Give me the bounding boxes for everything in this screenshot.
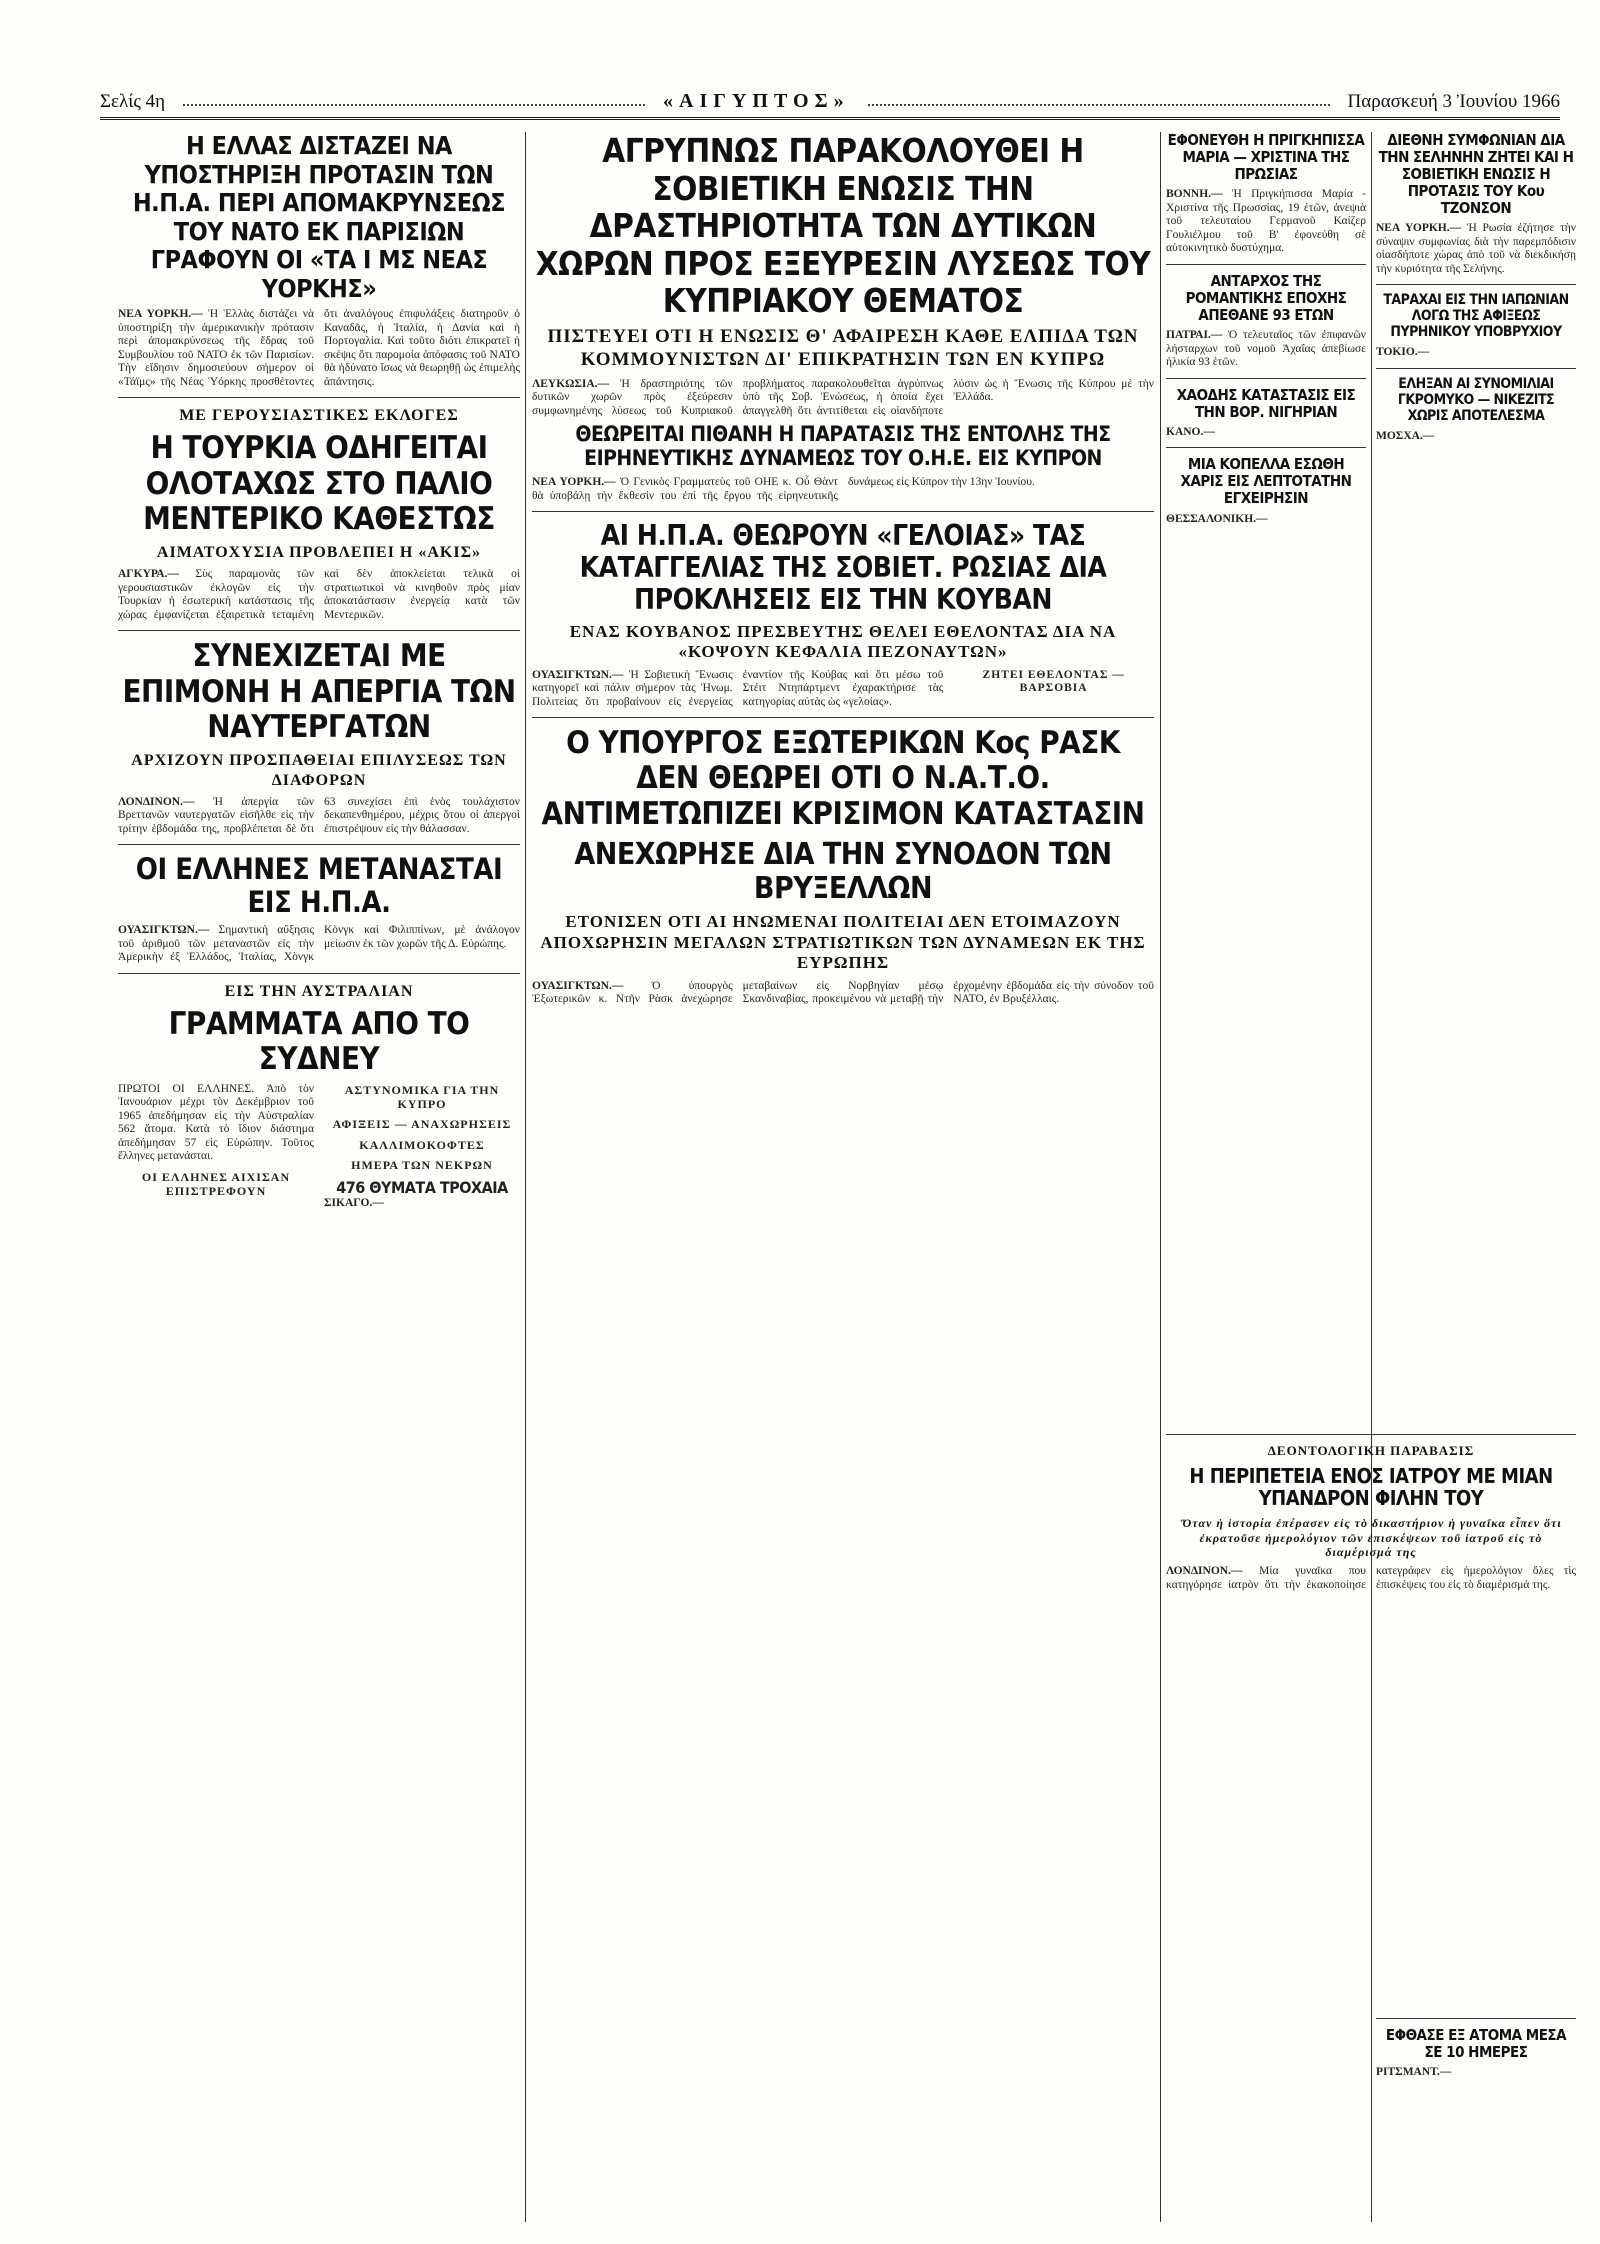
article-text: Σὺς παραμονὰς τῶν γερουσιαστικῶν ἐκλογῶν εἰς τὴν Τουρκίαν ἡ ἐσωτερικὴ κατάστασις τῆς χώρας ἐμφανίζεται ἐξαιρετικὰ τεταμένη καὶ δὲν ἀποκλείεται τελικὰ οἱ στρατιωτικοὶ νὰ κινηθοῦν πρὸς μίαν ἀποκατάστασιν ἐνεργείᾳ κατὰ τῶν Μεντερικῶν. xyxy=(118,568,520,621)
article-body xyxy=(532,378,1154,419)
divider xyxy=(1376,368,1576,369)
dateline: ΘΕΣΣΑΛΟΝΙΚΗ.— xyxy=(1166,512,1268,525)
divider xyxy=(118,973,520,974)
article-text: Ἡ ἀπεργία τῶν Βρεττανῶν ναυτεργατῶν εἰσῆλθε εἰς τὴν τρίτην ἑβδομάδα της, προβλέπεται δὲ ὅτι 63 συνεχίσει ἐπὶ ἑνὸς τουλάχιστον δεκαπενθημέρου, μέχρις ὅτου οἱ ἀπεργοὶ ἐπιστρέψουν εἰς τὴν θάλασσαν. xyxy=(118,795,520,835)
article-body xyxy=(118,796,520,837)
dateline: ΛΟΝΔΙΝΟΝ.— xyxy=(1166,1565,1243,1578)
article-body xyxy=(1166,426,1366,440)
article-headline: ΣΥΝΕΧΙΖΕΤΑΙ ΜΕ ΕΠΙΜΟΝΗ Η ΑΠΕΡΓΙΑ ΤΩΝ ΝΑΥΤΕΡΓΑΤΩΝ xyxy=(122,638,516,746)
column-rule xyxy=(525,132,526,2222)
article-gromyko-talks xyxy=(1376,377,1576,443)
article-surgery xyxy=(1166,456,1366,526)
dateline: ΝΕΑ ΥΟΡΚΗ.— xyxy=(1376,222,1462,235)
article-headline: ΕΛΗΞΑΝ ΑΙ ΣΥΝΟΜΙΛΙΑΙ ΓΚΡΟΜΥΚΟ — ΝΙΚΕΖΙΤΣ ΧΩΡΙΣ ΑΠΟΤΕΛΕΣΜΑ xyxy=(1397,375,1555,424)
section-heading: ΟΙ ΕΛΛΗΝΕΣ ΑΙΧΙΣΑΝ ΕΠΙΣΤΡΕΦΟΥΝ xyxy=(141,1169,291,1199)
article-turkey-elections xyxy=(118,406,520,622)
article-soviet-cyprus xyxy=(532,132,1154,418)
article-princess xyxy=(1166,132,1366,256)
article-letters-sydney xyxy=(118,982,520,1211)
newspaper-name: «ΑΙΓΥΠΤΟΣ» xyxy=(663,90,850,112)
article-kicker: ΕΙΣ ΤΗΝ ΑΥΣΤΡΑΛΙΑΝ xyxy=(224,982,414,1000)
dateline: ΑΓΚΥΡΑ.— xyxy=(118,568,179,581)
article-text: Ἡ Σοβιετικὴ Ἕνωσις κατηγορεῖ καὶ πάλιν σήμερον τὰς Ἡνωμ. Πολιτείας ὅτι προβαίνουν εἰς ἐνεργείας ἐναντίον τῆς Κούβας καὶ ὅτι μέσω τοῦ Στέιτ Ντηπάρτμεντ ἐχαρακτήρισε τὰς κατηγορίας αὐτὰς ὡς «γελοίας». xyxy=(532,668,944,708)
divider xyxy=(1376,284,1576,285)
dateline: ΟΥΑΣΙΓΚΤΩΝ.— xyxy=(532,668,624,681)
article-body xyxy=(1166,513,1366,527)
divider xyxy=(118,844,520,845)
dateline: ΜΟΣΧΑ.— xyxy=(1376,429,1435,442)
article-body xyxy=(532,980,1154,1007)
dateline: ΝΕΑ ΥΟΡΚΗ.— xyxy=(118,308,203,320)
article-greek-emigrants xyxy=(118,853,520,965)
article-un-cyprus-mandate xyxy=(532,423,1154,503)
article-brigand xyxy=(1166,273,1366,370)
article-headline: ΘΕΩΡΕΙΤΑΙ ΠΙΘΑΝΗ Η ΠΑΡΑΤΑΣΙΣ ΤΗΣ ΕΝΤΟΛΗΣ ΤΗΣ ΕΙΡΗΝΕΥΤΙΚΗΣ ΔΥΝΑΜΕΩΣ ΤΟΥ Ο.Η.Ε. ΕΙΣ ΚΥΠΡΟΝ xyxy=(575,422,1111,471)
article-nigeria xyxy=(1166,387,1366,440)
issue-date: Παρασκευή 3 Ἰουνίου 1966 xyxy=(1347,91,1560,112)
article-headline: ΑΙ Η.Π.Α. ΘΕΩΡΟΥΝ «ΓΕΛΟΙΑΣ» ΤΑΣ ΚΑΤΑΓΓΕΛΙΑΣ ΤΗΣ ΣΟΒΙΕΤ. ΡΩΣΙΑΣ ΔΙΑ ΠΡΟΚΛΗΣΕΙΣ ΕΙΣ ΤΗΝ ΚΟΥΒΑΝ xyxy=(579,519,1107,616)
article-text: Μία γυναῖκα που κατηγόρησε ἰατρὸν ὅτι τὴν ἐκακοποίησε κατεγράφεν εἰς ἡμερολόγιον ὅλες τὶς ἐπισκέψεις του εἰς τὸ διαμέρισμά της. xyxy=(1166,1565,1576,1591)
article-body xyxy=(1166,329,1366,370)
divider xyxy=(1166,378,1366,379)
article-greece-nato xyxy=(118,132,520,389)
article-text: Ἡ Ρωσία ἐζήτησε τὴν σύναψιν συμφωνίας διὰ τὴν παρεμπόδισιν οἱασδήποτε χώρας ἀπὸ τοῦ νὰ διεκδικήσῃ τὴν κυριότητα τῆς Σελήνης. xyxy=(1376,222,1576,275)
article-headline: Η ΕΛΛΑΣ ΔΙΣΤΑΖΕΙ ΝΑ ΥΠΟΣΤΗΡΙΞΗ ΠΡΟΤΑΣΙΝ ΤΩΝ Η.Π.Α. ΠΕΡΙ ΑΠΟΜΑΚΡΥΝΣΕΩΣ ΤΟΥ ΝΑΤΟ ΕΚ ΠΑΡΙΣΙΩΝ ΓΡΑΦΟΥΝ ΟΙ «ΤΑ Ι ΜΣ ΝΕΑΣ ΥΟΡΚΗΣ» xyxy=(132,132,506,303)
article-headline: ΑΝΤΑΡΧΟΣ ΤΗΣ ΡΟΜΑΝΤΙΚΗΣ ΕΠΟΧΗΣ ΑΠΕΘΑΝΕ 93 ΕΤΩΝ xyxy=(1185,271,1347,324)
article-subheadline: Ὅταν ἡ ἱστορία ἐπέρασεν εἰς τὸ δικαστήριον ἡ γυναῖκα εἶπεν ὅτι ἐκρατοῦσε ἡμερολόγιον τῶν ἐπισκέψεων τοῦ ἰατροῦ εἰς τὸ διαμέρισμά της xyxy=(1180,1516,1562,1559)
column-center xyxy=(532,132,1154,2222)
article-headline: ΕΦΟΝΕΥΘΗ Η ΠΡΙΓΚΗΠΙΣΣΑ ΜΑΡΙΑ — ΧΡΙΣΤΙΝΑ ΤΗΣ ΠΡΩΣΙΑΣ xyxy=(1167,132,1365,184)
dateline: ΝΕΑ ΥΟΡΚΗ.— xyxy=(532,476,616,489)
article-body xyxy=(1376,430,1576,444)
section-headline: 476 ΘΥΜΑΤΑ ΤΡΟΧΑΙΑ xyxy=(336,1177,508,1197)
divider xyxy=(1376,2018,1576,2019)
article-kicker: ΔΕΟΝΤΟΛΟΓΙΚΗ ΠΑΡΑΒΑΣΙΣ xyxy=(1267,1443,1475,1458)
article-headline: ΤΑΡΑΧΑΙ ΕΙΣ ΤΗΝ ΙΑΠΩΝΙΑΝ ΛΟΓΩ ΤΗΣ ΑΦΙΞΕΩΣ ΠΥΡΗΝΙΚΟΥ ΥΠΟΒΡΥΧΙΟΥ xyxy=(1383,292,1569,341)
dateline: ΛΕΥΚΩΣΙΑ.— xyxy=(532,377,610,390)
dateline: ΛΟΝΔΙΝΟΝ.— xyxy=(118,795,195,808)
masthead xyxy=(100,80,1560,120)
article-headline: ΜΙΑ ΚΟΠΕΛΛΑ ΕΣΩΘΗ ΧΑΡΙΣ ΕΙΣ ΛΕΠΤΟΤΑΤΗΝ ΕΓΧΕΙΡΗΣΙΝ xyxy=(1180,455,1352,508)
article-text: Ἡ Ἑλλὰς διστάζει νὰ ὑποστηρίξη τὴν ἀμερικανικὴν πρότασιν περὶ ἀπομακρύνσεως τῆς ἕδρας τοῦ Συμβουλίου τοῦ ΝΑΤΟ ἐκ τῶν Παρισίων. Τὴν εἴδησιν δημοσιεύουν σήμερον οἱ «Τάϊμς» τῆς Νέας Ὑόρκης προσθέτοντες ὅτι ἀναλόγους ἐπιφυλάξεις διατηροῦν ὁ Καναδᾶς, ἡ Ἰταλία, ἡ Δανία καὶ ἡ Πορτογαλία. Καὶ τοῦτο διότι ἐπικρατεῖ ἡ σκέψις ὅτι παρομοία ἀπόφασις τοῦ ΝΑΤΟ θὰ ἠδύνατο ἴσως νὰ θεωρηθῇ ὡς ἐπιμελὴς ἀπάντησις. xyxy=(118,308,520,388)
article-headline: ΧΑΟΔΗΣ ΚΑΤΑΣΤΑΣΙΣ ΕΙΣ ΤΗΝ ΒΟΡ. ΝΙΓΗΡΙΑΝ xyxy=(1176,385,1356,421)
article-moon-treaty xyxy=(1376,132,1576,276)
article-text: Ὁ Γενικὸς Γραμματεὺς τοῦ ΟΗΕ κ. Οὖ Θὰντ θὰ ὑποβάλῃ τὴν ἔκθεσίν του ἐπὶ τῆς ἔργου τῆς εἰρηνευτικῆς δυνάμεως εἰς Κύπρον τὴν 13ην Ἰουνίου. xyxy=(532,476,1035,502)
article-headline-secondary: ΑΝΕΧΩΡΗΣΕ ΔΙΑ ΤΗΝ ΣΥΝΟΔΟΝ ΤΩΝ ΒΡΥΞΕΛΛΩΝ xyxy=(574,837,1112,907)
dateline: ΠΑΤΡΑΙ.— xyxy=(1166,329,1223,342)
article-body xyxy=(1376,346,1576,360)
divider xyxy=(1166,447,1366,448)
dateline: ΟΥΑΣΙΓΚΤΩΝ.— xyxy=(532,979,624,992)
dateline: ΡΙΤΣΜΑΝΤ.— xyxy=(1376,2066,1452,2079)
divider xyxy=(532,717,1154,718)
article-body xyxy=(1166,1565,1576,1592)
article-body xyxy=(532,476,1154,503)
dateline: ΣΙΚΑΓΟ.— xyxy=(324,1196,384,1209)
article-subheadline: ΑΡΧΙΖΟΥΝ ΠΡΟΣΠΑΘΕΙΑΙ ΕΠΙΛΥΣΕΩΣ ΤΩΝ ΔΙΑΦΟΡΩΝ xyxy=(131,752,507,789)
article-body xyxy=(118,924,520,965)
article-text: Ἡ δραστηριότης τῶν δυτικῶν χωρῶν πρὸς ἐξεύρεσιν συμφωνημένης λύσεως τοῦ Κυπριακοῦ προβλήματος παρακολουθεῖται ἀγρύπνως ὑπὸ τῆς Σοβ. Ἑνώσεως, ἡ ὁποία ἔχει ἀπαγγελθῆ ὅτι ἀντιτίθεται εἰς οἱανδήποτε λύσιν ὡς ἡ Ἕνωσις τῆς Κύπρου μὲ τὴν Ἑλλάδα. xyxy=(532,377,1154,417)
article-seamen-strike xyxy=(118,639,520,836)
dateline: ΤΟΚΙΟ.— xyxy=(1376,346,1430,359)
article-body xyxy=(1376,222,1576,276)
article-text: Ὁ ὑπουργὸς Ἐξωτερικῶν κ. Ντῆν Ρὰσκ ἀνεχώρησε μεταβαίνων εἰς Νορβηγίαν μέσῳ Σκανδιναβίας, προκειμένου νὰ μεταβῇ τὴν ἐρχομένην ἑβδομάδα εἰς τὴν σύνοδον τοῦ ΝΑΤΟ, ἐν Βρυξέλλαις. xyxy=(532,979,1154,1006)
article-body xyxy=(1376,2066,1576,2080)
article-body xyxy=(1166,188,1366,256)
divider xyxy=(532,511,1154,512)
masthead-rule-right xyxy=(868,104,1330,106)
page-number: Σελίς 4η xyxy=(100,91,166,112)
article-usa-cuba xyxy=(532,520,1154,709)
column-left xyxy=(118,132,520,2222)
divider xyxy=(1166,1434,1576,1435)
article-headline: ΑΓΡΥΠΝΩΣ ΠΑΡΑΚΟΛΟΥΘΕΙ Η ΣΟΒΙΕΤΙΚΗ ΕΝΩΣΙΣ ΤΗΝ ΔΡΑΣΤΗΡΙΟΤΗΤΑ ΤΩΝ ΔΥΤΙΚΩΝ ΧΩΡΩΝ ΠΡΟΣ ΕΞΕΥΡΕΣΙΝ ΛΥΣΕΩΣ ΤΟΥ ΚΥΠΡΙΑΚΟΥ ΘΕΜΑΤΟΣ xyxy=(535,132,1151,321)
article-text: Σημαντικὴ αὔξησις τοῦ ἀριθμοῦ τῶν μεταναστῶν εἰς τὴν Ἀμερικὴν ἐξ Ἑλλάδος, Ἰταλίας, Χὸνγκ Κὸνγκ καὶ Φιλιππίνων, μὲ ἀνάλογον μείωσιν ἐκ τῶν χωρῶν τῆς Δ. Εὐρώπης. xyxy=(118,924,520,964)
article-body xyxy=(118,1083,520,1211)
divider xyxy=(118,397,520,398)
masthead-rule-left xyxy=(183,104,645,106)
article-kicker: ΜΕ ΓΕΡΟΥΣΙΑΣΤΙΚΕΣ ΕΚΛΟΓΕΣ xyxy=(179,407,459,424)
article-rusk-nato xyxy=(532,726,1154,1007)
article-text: ΠΡΩΤΟΙ ΟΙ ΕΛΛΗΝΕΣ. Ἀπὸ τὸν Ἰανουάριον μέχρι τὸν Δεκέμβριον τοῦ 1965 ἀπεδήμησαν εἰς τὴν Αὐστραλίαν 562 ἄτομα. Κατὰ τὸ ἴδιον διάστημα ἀπεδήμησαν 57 εἰς Εὐρώπην. Τοῦτος ἔλληνες μετανάσται. xyxy=(118,1082,314,1163)
article-subheadline: ΠΙΣΤΕΥΕΙ ΟΤΙ Η ΕΝΩΣΙΣ Θ' ΑΦΑΙΡΕΣΗ ΚΑΘΕ ΕΛΠΙΔΑ ΤΩΝ ΚΟΜΜΟΥΝΙΣΤΩΝ ΔΙ' ΕΠΙΚΡΑΤΗΣΙΝ ΤΩΝ ΕΝ ΚΥΠΡΩ xyxy=(547,326,1139,370)
section-kicker: ΗΜΕΡΑ ΤΩΝ ΝΕΚΡΩΝ xyxy=(351,1158,493,1173)
article-headline: ΓΡΑΜΜΑΤΑ ΑΠΟ ΤΟ ΣΥΔΝΕΥ xyxy=(168,1006,470,1078)
article-doctor xyxy=(1166,1426,1576,1996)
section-heading: ΖΗΤΕΙ ΕΘΕΛΟΝΤΑΣ — ΒΑΡΣΟΒΙΑ xyxy=(982,668,1125,695)
section-heading: ΚΑΛΛΙΜΟΚΟΦΤΕΣ xyxy=(359,1137,485,1152)
section-heading: ΑΦΙΞΕΙΣ — ΑΝΑΧΩΡΗΣΕΙΣ xyxy=(332,1117,512,1132)
article-japan-submarine xyxy=(1376,293,1576,359)
article-headline: Η ΠΕΡΙΠΕΤΕΙΑ ΕΝΟΣ ΙΑΤΡΟΥ ΜΕ ΜΙΑΝ ΥΠΑΝΔΡΟΝ ΦΙΛΗΝ ΤΟΥ xyxy=(1189,1463,1553,1511)
section-heading: ΑΣΤΥΝΟΜΙΚΑ ΓΙΑ ΤΗΝ ΚΥΠΡΟ xyxy=(344,1082,500,1112)
column-rule xyxy=(1160,132,1161,2222)
article-body xyxy=(118,568,520,622)
article-headline: Η ΤΟΥΡΚΙΑ ΟΔΗΓΕΙΤΑΙ ΟΛΟΤΑΧΩΣ ΣΤΟ ΠΑΛΙΟ ΜΕΝΤΕΡΙΚΟ ΚΑΘΕΣΤΩΣ xyxy=(143,430,495,537)
article-headline: Ο ΥΠΟΥΡΓΟΣ ΕΞΩΤΕΡΙΚΩΝ Κος ΡΑΣΚ ΔΕΝ ΘΕΩΡΕΙ ΟΤΙ Ο Ν.Α.Τ.Ο. ΑΝΤΙΜΕΤΩΠΙΖΕΙ ΚΡΙΣΙΜΟΝ ΚΑΤΑΣΤΑΣΙΝ xyxy=(541,725,1145,832)
divider xyxy=(118,630,520,631)
dateline: ΚΑΝΟ.— xyxy=(1166,425,1215,438)
article-headline: ΔΙΕΘΝΗ ΣΥΜΦΩΝΙΑΝ ΔΙΑ ΤΗΝ ΣΕΛΗΝΗΝ ΖΗΤΕΙ ΚΑΙ Η ΣΟΒΙΕΤΙΚΗ ΕΝΩΣΙΣ Η ΠΡΟΤΑΣΙΣ ΤΟΥ Κου ΤΖΟΝΣΟΝ xyxy=(1378,132,1574,218)
article-headline: ΕΦΘΑΣΕ ΕΞ ΑΤΟΜΑ ΜΕΣΑ ΣΕ 10 ΗΜΕΡΕΣ xyxy=(1385,2026,1567,2062)
article-headline: ΟΙ ΕΛΛΗΝΕΣ ΜΕΤΑΝΑΣΤΑΙ ΕΙΣ Η.Π.Α. xyxy=(135,852,503,920)
article-subheadline: ΕΤΟΝΙΣΕΝ ΟΤΙ ΑΙ ΗΝΩΜΕΝΑΙ ΠΟΛΙΤΕΙΑΙ ΔΕΝ ΕΤΟΙΜΑΖΟΥΝ ΑΠΟΧΩΡΗΣΙΝ ΜΕΓΑΛΩΝ ΣΤΡΑΤΙΩΤΙΚΩΝ ΤΩΝ ΔΥΝΑΜΕΩΝ ΕΚ ΤΗΣ ΕΥΡΩΠΗΣ xyxy=(540,912,1146,973)
article-body xyxy=(118,308,520,389)
dateline: ΒΟΝΝΗ.— xyxy=(1166,188,1223,201)
article-body xyxy=(532,669,1154,710)
divider xyxy=(1166,264,1366,265)
article-text: Ὁ τελευταῖος τῶν ἐπιφανῶν λήσταρχων τοῦ νομοῦ Ἀχαΐας ἀπεβίωσε ἠλικία 93 ἐτῶν. xyxy=(1166,329,1366,369)
article-subheadline: ΕΝΑΣ ΚΟΥΒΑΝΟΣ ΠΡΕΣΒΕΥΤΗΣ ΘΕΛΕΙ ΕΘΕΛΟΝΤΑΣ ΔΙΑ ΝΑ «ΚΟΨΟΥΝ ΚΕΦΑΛΙΑ ΠΕΖΟΝΑΥΤΩΝ» xyxy=(569,621,1117,662)
article-atomic xyxy=(1376,2010,1576,2210)
dateline: ΟΥΑΣΙΓΚΤΩΝ.— xyxy=(118,924,210,937)
article-text: Ἡ Πριγκήπισσα Μαρία - Χριστίνα τῆς Πρωσσίας, 19 ἐτῶν, ἀνεψιὰ τοῦ τελευταίου Γερμανοῦ Καίζερ Γουλιέλμου τοῦ Β' ἐφονεύθη σὲ αὐτοκινητικὸ δυστύχημα. xyxy=(1166,188,1366,255)
article-subheadline: ΑΙΜΑΤΟΧΥΣΙΑ ΠΡΟΒΛΕΠΕΙ Η «ΑΚΙΣ» xyxy=(156,544,482,562)
